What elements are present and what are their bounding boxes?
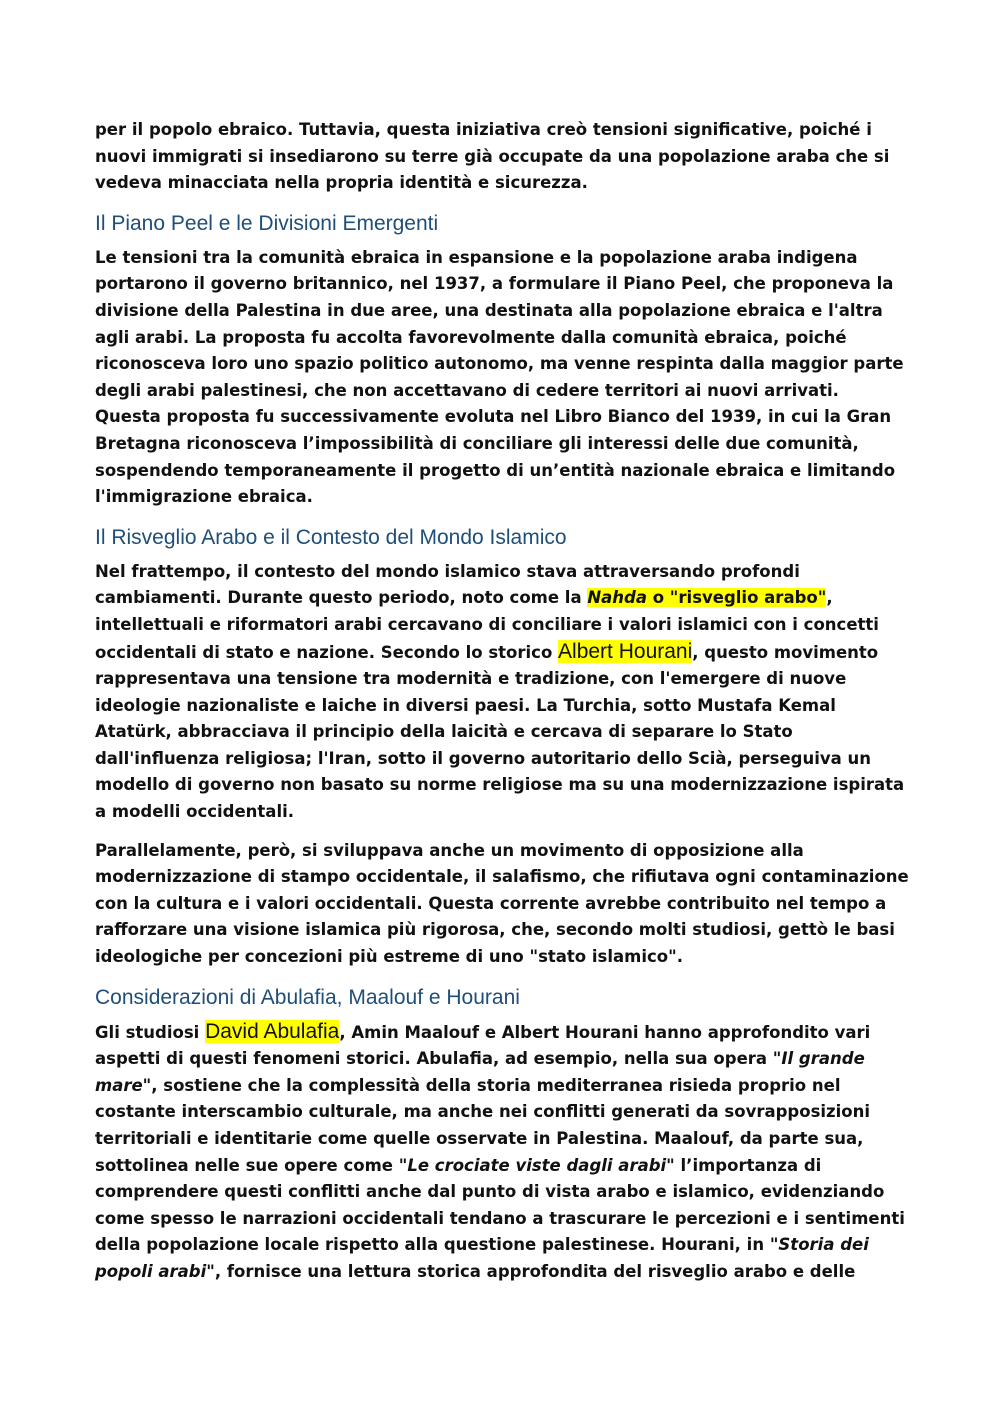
text-run: Gli studiosi — [95, 1022, 206, 1042]
text-run: , fornisce una lettura storica approfondita del risveglio arabo e delle — [214, 1261, 856, 1281]
text-run: o "risveglio arabo" — [646, 588, 827, 608]
book-title: "Il grande mare" — [95, 1049, 865, 1095]
highlight-nahda — [587, 588, 826, 607]
considerazioni-paragraph — [95, 1019, 910, 1286]
text-run: , Amin Maalouf e Albert Hourani hanno approfondito vari aspetti di questi fenomeni storici. Abulafia, ad esempio, nella sua opera — [95, 1022, 871, 1069]
text-run: , intellettuali e riformatori arabi cercavano di conciliare i valori islamici con i concetti occidentali di stato e nazione. Secondo lo storico — [95, 588, 879, 662]
intro-paragraph: per il popolo ebraico. Tuttavia, questa iniziativa creò tensioni significative, poiché i nuovi immigrati si insediarono su terre già occupate da una popolazione araba che si vedeva minacciata nella propria identità e sicurezza. — [95, 120, 890, 193]
risveglio-paragraph-1 — [95, 559, 910, 826]
highlight-abulafia: David Abulafia — [205, 1019, 340, 1043]
highlight-hourani: Albert Hourani — [558, 639, 693, 663]
text-run: , questo movimento rappresentava una tensione tra modernità e tradizione, con l'emergere di nuove ideologie nazionaliste e laiche in diversi paesi. La Turchia, sotto Mustafa Kemal Atatürk, abbracciava il principio della laicità e cercava di separare lo Stato dall'influenza religiosa; l'Iran, sotto il governo autoritario dello Scià, perseguiva un modello di governo non basato su norme religiose ma su una modernizzazione ispirata a modelli occidentali. — [95, 642, 905, 822]
book-title: "Le crociate viste dagli arabi" — [398, 1155, 675, 1175]
document-page — [95, 117, 910, 1298]
section-heading-considerazioni: Considerazioni di Abulafia, Maalouf e Hourani — [95, 985, 520, 1009]
book-title: "Storia dei popoli arabi" — [95, 1235, 869, 1281]
peel-paragraph: Le tensioni tra la comunità ebraica in espansione e la popolazione araba indigena portarono il governo britannico, nel 1937, a formulare il Piano Peel, che proponeva la divisione della Palestina in due aree, una destinata alla popolazione ebraica e l'altra agli arabi. La proposta fu accolta favorevolmente dalla comunità ebraica, poiché riconosceva loro uno spazio politico autonomo, ma venne respinta dalla maggior parte degli arabi palestinesi, che non accettavano di cedere territori ai nuovi arrivati. Questa proposta fu successivamente evoluta nel Libro Bianco del 1939, in cui la Gran Bretagna riconosceva l’impossibilità di conciliare gli interessi delle due comunità, sospendendo temporaneamente il progetto di un’entità nazionale ebraica e limitando l'immigrazione ebraica. — [95, 247, 904, 507]
risveglio-paragraph-2: Parallelamente, però, si sviluppava anche un movimento di opposizione alla modernizzazione di stampo occidentale, il salafismo, che rifiutava ogni contaminazione con la cultura e i valori occidentali. Questa corrente avrebbe contribuito nel tempo a rafforzare una visione islamica più rigorosa, che, secondo molti studiosi, gettò le basi ideologiche per concezioni più estreme di uno "stato islamico". — [95, 840, 909, 967]
nahda-term: Nahda — [587, 588, 647, 608]
text-run: l’importanza di comprendere questi conflitti anche dal punto di vista arabo e islamico, evidenziando come spesso le narrazioni occidentali tendano a trascurare le percezioni e i sentimenti della popolazione locale rispetto alla questione palestinese. Hourani, in — [95, 1155, 905, 1255]
section-heading-risveglio: Il Risveglio Arabo e il Contesto del Mondo Islamico — [95, 525, 567, 549]
section-heading-peel: Il Piano Peel e le Divisioni Emergenti — [95, 211, 439, 235]
text-run: Nel frattempo, il contesto del mondo islamico stava attraversando profondi cambiamenti. Durante questo periodo, noto come la — [95, 561, 800, 608]
text-run: , sostiene che la complessità della storia mediterranea risieda proprio nel costante interscambio culturale, ma anche nei conflitti generati da sovrapposizioni territoriali e identitarie come quelle osservate in Palestina. Maalouf, da parte sua, sottolinea nelle sue opere come — [95, 1075, 871, 1175]
